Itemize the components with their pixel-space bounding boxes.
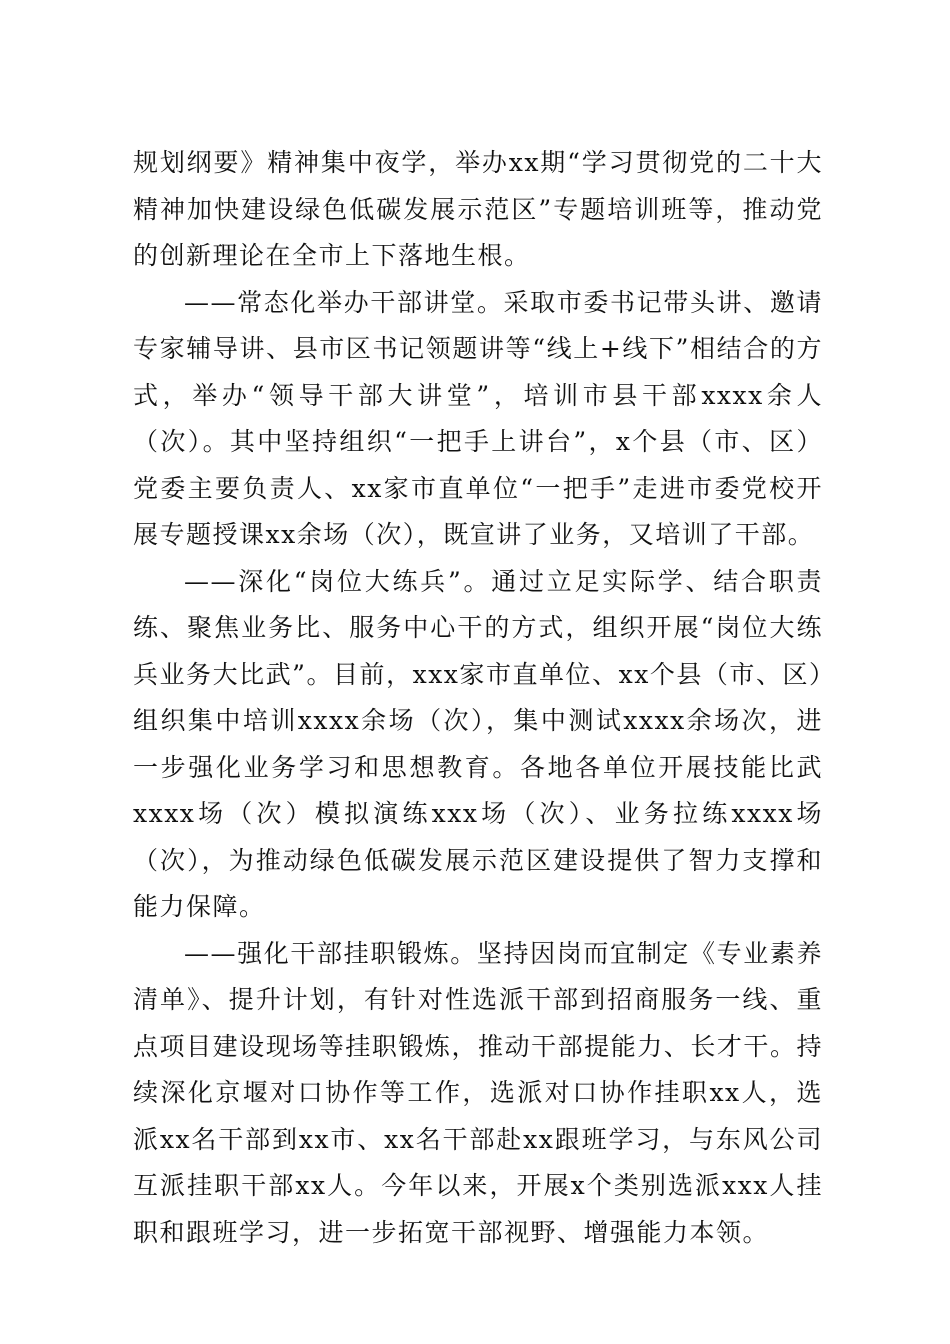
paragraph-1: 规划纲要》精神集中夜学，举办xx期“学习贯彻党的二十大精神加快建设绿色低碳发展示范区”专题培训班等，推动党的创新理论在全市上下落地生根。 [133,148,823,270]
paragraph-2: ——常态化举办干部讲堂。采取市委书记带头讲、邀请专家辅导讲、县市区书记领题讲等“线上+线下”相结合的方式，举办“领导干部大讲堂”，培训市县干部xxxx余人（次）。其中坚持组织“一把手上讲台”，x个县（市、区）党委主要负责人、xx家市直单位“一把手”走进市委党校开展专题授课xx余场（次），既宣讲了业务，又培训了干部。 [133,287,823,549]
paragraph-3: ——深化“岗位大练兵”。通过立足实际学、结合职责练、聚焦业务比、服务中心干的方式，组织开展“岗位大练兵业务大比武”。目前，xxx家市直单位、xx个县（市、区）组织集中培训xxxx余场（次），集中测试xxxx余场次，进一步强化业务学习和思想教育。各地各单位开展技能比武xxxx场（次）模拟演练xxx场（次）、业务拉练xxxx场（次），为推动绿色低碳发展示范区建设提供了智力支撑和能力保障。 [133,566,823,921]
document-body [133,140,823,1256]
paragraph-4: ——强化干部挂职锻炼。坚持因岗而宜制定《专业素养清单》、提升计划，有针对性选派干部到招商服务一线、重点项目建设现场等挂职锻炼，推动干部提能力、长才干。持续深化京堰对口协作等工作，选派对口协作挂职xx人，选派xx名干部到xx市、xx名干部赴xx跟班学习，与东风公司互派挂职干部xx人。今年以来，开展x个类别选派xxx人挂职和跟班学习，进一步拓宽干部视野、增强能力本领。 [133,938,823,1247]
